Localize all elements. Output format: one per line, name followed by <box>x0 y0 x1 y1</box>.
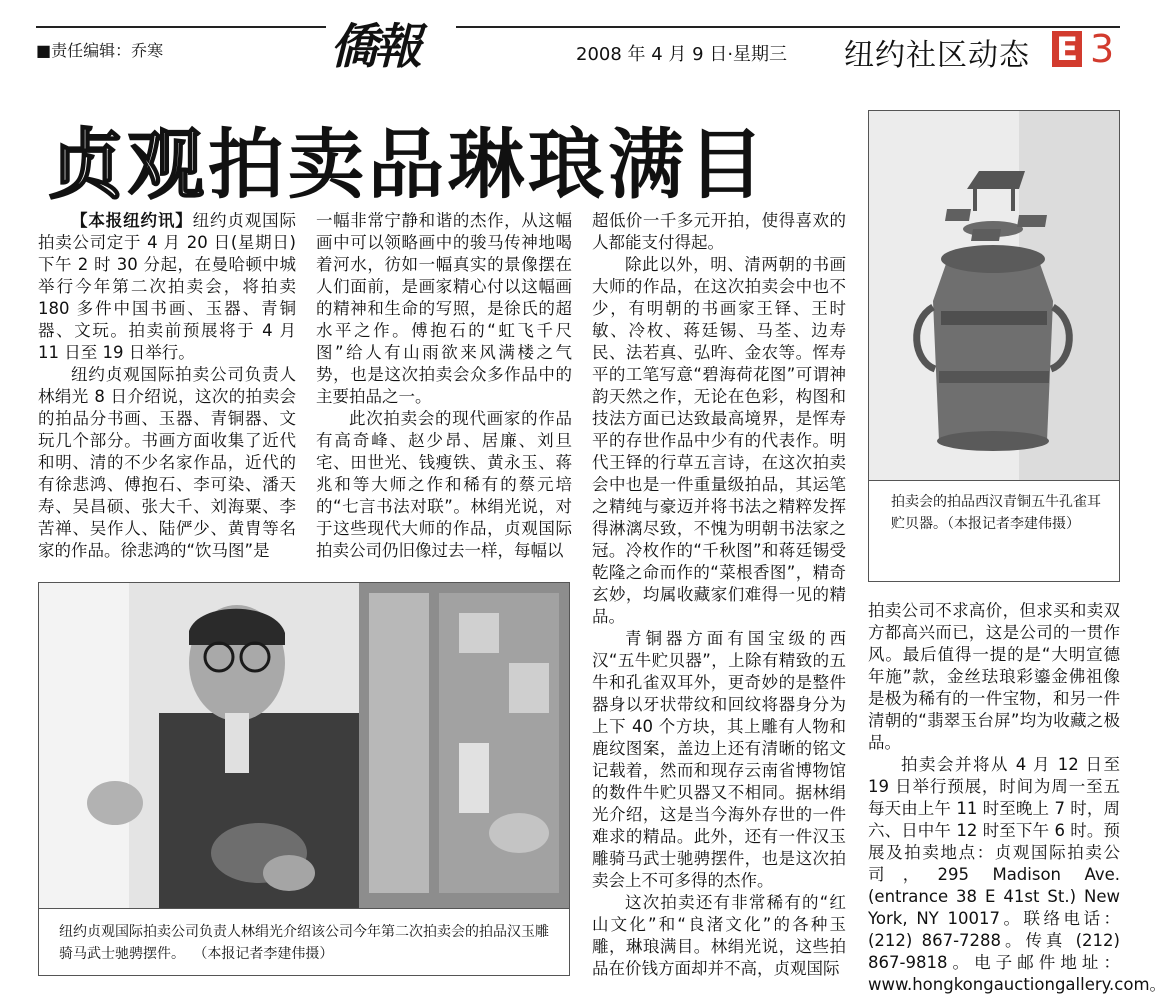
dateline-tag: 【本报纽约讯】 <box>71 211 193 230</box>
spokesman-photo <box>38 582 570 910</box>
spokesman-illustration <box>39 583 569 909</box>
paragraph: 超低价一千多元开拍，使得喜欢的人都能支付得起。 <box>592 211 846 252</box>
section-title: 纽约社区动态 <box>844 38 1030 73</box>
editor-credit: ■责任编辑：乔寒 <box>36 41 164 60</box>
header-rule-right <box>456 26 1120 28</box>
bronze-vessel-photo <box>868 110 1120 482</box>
masthead-text: 僑報 <box>330 19 419 75</box>
paragraph: 青铜器方面有国宝级的西汉“五牛贮贝器”，上除有精致的五牛和孔雀双耳外，更奇妙的是整件器身以牙状带纹和回纹将器身分为上下 40 个方块，其上雕有人物和鹿纹图案，盖边上还有清晰的铭文记载着，然而和现存云南省博物馆的数件牛贮贝器又不相同。据林绢光介绍，这是当今海外存世的一件难求的精品。此外，还有一件汉玉雕骑马武士驰骋摆件，也是这次拍卖会上不可多得的杰作。 <box>592 629 846 890</box>
paragraph <box>38 210 296 364</box>
page-badge-letter: E <box>1052 31 1082 67</box>
issue-date: 2008 年 4 月 9 日·星期三 <box>576 44 788 65</box>
headline <box>48 104 768 213</box>
bronze-vessel-illustration <box>869 111 1119 481</box>
paragraph: 拍卖公司不求高价，但求买和卖双方都高兴而已，这是公司的一贯作风。最后值得一提的是“大明宣德年施”款，金丝珐琅彩鎏金佛祖像是极为稀有的一件宝物，和另一件清朝的“翡翠玉台屏”均为收藏之极品。 <box>868 601 1120 752</box>
bronze-photo-caption-box <box>868 480 1120 582</box>
paragraph-text: 纽约贞观国际拍卖公司定于 4 月 20 日(星期日)下午 2 时 30 分起，在曼哈顿中城举行今年第二次拍卖会，将拍卖 180 多件中国书画、玉器、青铜器、文玩。拍卖前预展将于 4 月 11 日至 19 日举行。 <box>38 211 296 362</box>
article-column-3 <box>592 210 846 980</box>
spokesman-photo-caption-box <box>38 908 570 976</box>
paragraph: 一幅非常宁静和谐的杰作，从这幅画中可以领略画中的骏马传神地喝着河水，彷如一幅真实的景像摆在人们面前，是画家精心付以这幅画的精神和生命的写照，是徐氏的超水平之作。傅抱石的“虹飞千尺图”给人有山雨欲来风满楼之气势，也是这次拍卖会众多作品中的主要拍品之一。 <box>316 211 572 406</box>
page-badge-number: 3 <box>1090 27 1115 71</box>
bronze-photo-caption: 拍卖会的拍品西汉青铜五牛孔雀耳贮贝器。（本报记者李建伟摄） <box>891 494 1101 532</box>
article-column-2 <box>316 210 572 562</box>
paragraph: 拍卖会并将从 4 月 12 日至 19 日举行预展，时间为周一至五每天由上午 11 时至晚上 7 时，周六、日中午 12 时至下午 6 时。预展及拍卖地点：贞观国际拍卖公司，295 Madison Ave.(entrance 38 E 41st St.) New York, NY 10017。联络电话：(212) 867-7288。传真 (212) 867-9818。电子邮件地址：www.hongkongauctiongallery.com。 <box>868 755 1166 994</box>
header-rule-left <box>36 26 326 28</box>
article-column-4 <box>868 600 1166 996</box>
headline-bold: 拍卖品琳琅满目 <box>208 120 768 209</box>
paragraph: 此次拍卖会的现代画家的作品有高奇峰、赵少昂、居廉、刘旦宅、田世光、钱瘦铁、黄永玉、蒋兆和等大师之作和稀有的蔡元培的“七言书法对联”。林绢光说，对于这些现代大师的作品，贞观国际拍卖公司仍旧像过去一样，每幅以 <box>316 409 572 560</box>
masthead-logo <box>330 8 450 86</box>
paragraph: 除此以外，明、清两朝的书画大师的作品，在这次拍卖会中也不少，有明朝的书画家王铎、王时敏、冷枚、蒋廷锡、马荃、边寿民、法若真、弘旿、金农等。恽寿平的工笔写意“碧海荷花图”可谓神韵天然之作，无论在色彩，构图和技法方面已达致最高境界，是恽寿平的存世作品中少有的代表作。明代王铎的行草五言诗，在这次拍卖会中也是一件重量级拍品，其运笔之精纯与豪迈并将书法之精粹发挥得淋漓尽致，不愧为明朝书法家之冠。冷枚作的“千秋图”和蒋廷锡受乾隆之命而作的“菜根香图”，精奇玄妙，均属收藏家们难得一见的精品。 <box>592 255 846 626</box>
paragraph: 纽约贞观国际拍卖公司负责人林绢光 8 日介绍说，这次的拍卖会的拍品分书画、玉器、青铜器、文玩几个部分。书画方面收集了近代和明、清的不少名家作品，近代的有徐悲鸿、傅抱石、李可染、潘天寿、吴昌硕、张大千、刘海粟、李苦禅、吴作人、陆俨少、黄胄等名家的作品。徐悲鸿的“饮马图”是 <box>38 365 296 560</box>
headline-light: 贞观 <box>48 120 208 209</box>
paragraph: 这次拍卖还有非常稀有的“红山文化”和“良渚文化”的各种玉雕，琳琅满目。林绢光说，这些拍品在价钱方面却并不高，贞观国际 <box>592 893 846 978</box>
spokesman-photo-caption: 纽约贞观国际拍卖公司负责人林绢光介绍该公司今年第二次拍卖会的拍品汉玉雕骑马武士驰骋摆件。 （本报记者李建伟摄） <box>59 924 549 962</box>
article-column-1 <box>38 210 296 562</box>
